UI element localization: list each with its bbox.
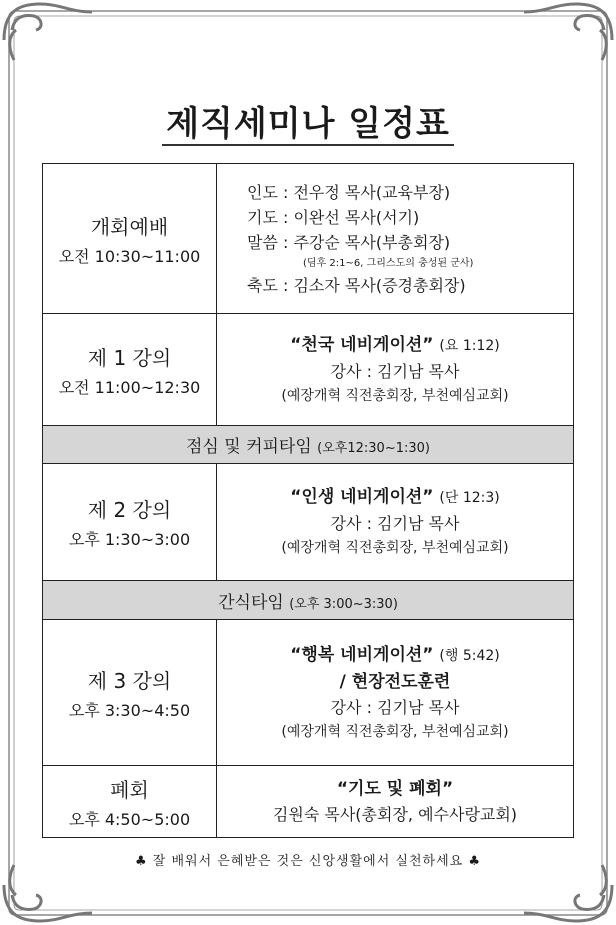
corner-ornament-top-left xyxy=(4,4,92,60)
table-row xyxy=(43,766,574,838)
table-row xyxy=(43,164,574,314)
talk-reference: (요 1:12) xyxy=(439,337,500,354)
affiliation: (예장개혁 직전총회장, 부천예심교회) xyxy=(281,540,509,556)
speaker: 강사 : 김기남 목사 xyxy=(330,697,460,717)
session-time: 오전 11:00~12:30 xyxy=(58,377,201,397)
footer-message: ♣ 잘 배워서 은혜받은 것은 신앙생활에서 실천하세요 ♣ xyxy=(135,854,481,869)
detail-line: 기도 : 이완선 목사(서기) xyxy=(247,207,420,227)
session-name: 개회예배 xyxy=(90,214,169,239)
affiliation: (예장개혁 직전총회장, 부천예심교회) xyxy=(281,723,509,740)
break-time: (오후 3:00~3:30) xyxy=(289,596,398,612)
session-cell xyxy=(43,464,217,581)
session-detail xyxy=(217,464,574,581)
detail-line: 인도 : 전우정 목사(교육부장) xyxy=(247,182,451,202)
speaker: 김원숙 목사(총회장, 예수사랑교회) xyxy=(272,805,518,824)
talk-title: “기도 및 폐회” xyxy=(336,779,454,799)
session-name: 제 1 강의 xyxy=(87,345,172,370)
session-name: 제 3 강의 xyxy=(87,668,172,693)
break-cell xyxy=(43,426,574,464)
break-label: 점심 및 커피타임 xyxy=(186,437,312,457)
page-title: 제직세미나 일정표 xyxy=(166,104,450,144)
break-label: 간식타임 xyxy=(218,592,284,613)
detail-line: 말씀 : 주강순 목사(부총회장) xyxy=(247,232,451,252)
title-underline xyxy=(162,144,454,146)
session-time: 오전 10:30~11:00 xyxy=(58,246,201,266)
corner-ornament-bottom-right xyxy=(524,865,612,921)
talk-title: “천국 네비게이션” xyxy=(290,334,434,355)
session-detail xyxy=(217,620,574,766)
detail-line: 축도 : 김소자 목사(증경총회장) xyxy=(247,275,466,295)
talk-subtitle: / 현장전도훈련 xyxy=(339,671,451,692)
speaker: 강사 : 김기남 목사 xyxy=(330,361,460,381)
corner-ornament-top-right xyxy=(524,4,612,60)
talk-title: “행복 네비게이션” xyxy=(290,644,434,665)
break-cell xyxy=(43,581,574,620)
session-time: 오후 4:50~5:00 xyxy=(68,809,191,829)
break-time: (오후12:30~1:30) xyxy=(317,441,430,456)
affiliation: (예장개혁 직전총회장, 부천예심교회) xyxy=(281,387,509,404)
corner-ornament-bottom-left xyxy=(4,865,92,921)
schedule-table xyxy=(42,163,574,838)
table-row xyxy=(43,464,574,581)
session-detail xyxy=(217,314,574,426)
table-row xyxy=(43,620,574,766)
table-row xyxy=(43,314,574,426)
talk-title: “인생 네비게이션” xyxy=(290,487,434,507)
talk-reference: (단 12:3) xyxy=(439,490,500,506)
session-name: 폐회 xyxy=(110,777,149,802)
session-detail xyxy=(217,164,574,314)
session-cell xyxy=(43,620,217,766)
session-cell xyxy=(43,164,217,314)
session-detail xyxy=(217,766,574,838)
break-row xyxy=(43,581,574,620)
session-time: 오후 1:30~3:00 xyxy=(68,530,191,549)
session-name: 제 2 강의 xyxy=(87,498,172,522)
session-cell xyxy=(43,766,217,838)
talk-reference: (행 5:42) xyxy=(439,647,500,664)
speaker: 강사 : 김기남 목사 xyxy=(330,514,460,533)
session-time: 오후 3:30~4:50 xyxy=(68,700,191,720)
scripture-note: (딤후 2:1~6, 그리스도의 충성된 군사) xyxy=(303,257,474,269)
session-cell xyxy=(43,314,217,426)
break-row xyxy=(43,426,574,464)
